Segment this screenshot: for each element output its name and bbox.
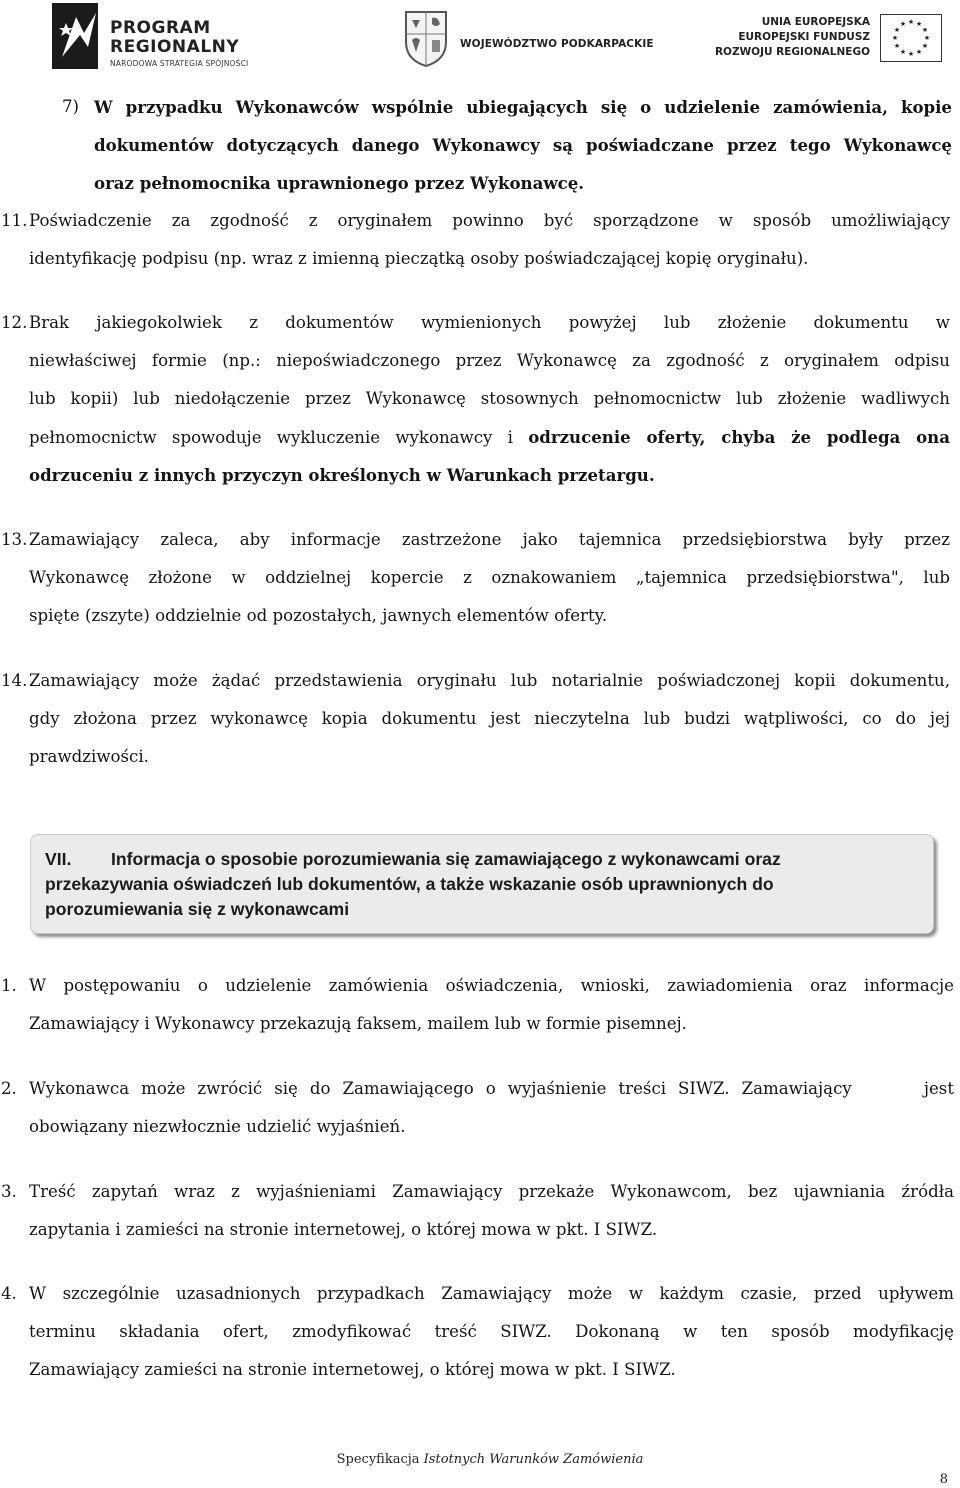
svg-text:★: ★	[907, 50, 915, 58]
item-text: spięte (zszyte) oddzielnie od pozostałych, jawnych elementów oferty.	[29, 606, 608, 625]
program-logo-mark-icon	[52, 3, 106, 69]
program-line3: NARODOWA STRATEGIA SPÓJNOŚCI	[110, 59, 249, 68]
item-text: prawdziwości.	[29, 747, 149, 766]
svg-text:★: ★	[923, 34, 931, 42]
item-text: W postępowaniu o udzielenie zamówienia oświadczenia, wnioski, zawiadomienia oraz informacje	[29, 976, 954, 995]
eu-logo	[712, 14, 952, 66]
item-text: oraz pełnomocnika uprawnionego przez Wykonawcę.	[94, 173, 585, 193]
section-title-line	[45, 847, 915, 872]
section-heading-box	[30, 834, 934, 934]
svg-text:★: ★	[899, 20, 907, 28]
svg-text:★: ★	[899, 48, 907, 56]
item-number: 11.	[1, 211, 28, 230]
page-header	[0, 0, 960, 80]
svg-text:★: ★	[915, 20, 923, 28]
footer-text: Specyfikacja	[336, 1452, 424, 1467]
program-line2: REGIONALNY	[110, 37, 240, 57]
item-number: 2.	[1, 1079, 17, 1098]
item-number: 13.	[1, 530, 28, 549]
item-text: W szczególnie uzasadnionych przypadkach Zamawiający może w każdym czasie, przed upływem	[29, 1284, 954, 1303]
page-footer	[0, 1452, 960, 1467]
section-title	[45, 847, 915, 922]
item-line	[29, 418, 950, 458]
item-number: 4.	[1, 1284, 17, 1303]
item-text: zapytania i zamieści na stronie internetowej, o której mowa w pkt. I SIWZ.	[29, 1220, 658, 1239]
item-text: Wykonawca może zwrócić się do Zamawiającego o wyjaśnienie treści SIWZ. Zamawiający jest	[29, 1079, 954, 1098]
svg-text:★: ★	[891, 34, 899, 42]
svg-text:★: ★	[907, 18, 915, 26]
program-line1: PROGRAM	[110, 18, 211, 38]
svg-text:★: ★	[893, 42, 901, 50]
item-text: Zamawiający zamieści na stronie internetowej, o której mowa w pkt. I SIWZ.	[29, 1360, 676, 1379]
item-text: pełnomocnictw spowoduje wykluczenie wykonawcy i	[29, 428, 529, 447]
section-title-line: przekazywania oświadczeń lub dokumentów, a także wskazanie osób uprawnionych do	[45, 874, 774, 894]
item-number: 12.	[1, 313, 28, 332]
item-number: 1.	[1, 976, 17, 995]
section-number: VII.	[45, 849, 72, 869]
item-line	[94, 164, 952, 204]
section-title-line: porozumiewania się z wykonawcami	[45, 899, 350, 919]
item-text: obowiązany niezwłocznie udzielić wyjaśnień.	[29, 1117, 406, 1136]
item-line	[29, 456, 950, 496]
eu-line2: EUROPEJSKI FUNDUSZ	[738, 31, 870, 43]
item-text: Brak jakiegokolwiek z dokumentów wymienionych powyżej lub złożenie dokumentu w	[29, 313, 950, 332]
item-line	[94, 88, 952, 128]
svg-text:★: ★	[893, 26, 901, 34]
item-text: Zamawiający i Wykonawcy przekazują faksem, mailem lub w formie pisemnej.	[29, 1014, 687, 1033]
section-title-text: Informacja o sposobie porozumiewania się zamawiającego z wykonawcami oraz	[111, 849, 781, 869]
eu-flag-icon	[880, 14, 942, 62]
item-number: 14.	[1, 671, 28, 690]
svg-text:★: ★	[915, 48, 923, 56]
item-number: 7)	[62, 97, 80, 116]
item-number: 3.	[1, 1182, 17, 1201]
footer-text-italic: Istotnych Warunków Zamówienia	[423, 1452, 644, 1467]
item-text: dokumentów dotyczących danego Wykonawcy są poświadczane przez tego Wykonawcę	[94, 135, 952, 155]
item-text: Zamawiający może żądać przedstawienia oryginału lub notarialnie poświadczonej kopii dokumentu,	[29, 671, 950, 690]
coat-of-arms-icon	[402, 8, 450, 68]
item-text: gdy złożona przez wykonawcę kopia dokumentu jest nieczytelna lub budzi wątpliwości, co do jej	[29, 709, 950, 728]
item-text: W przypadku Wykonawców wspólnie ubiegających się o udzielenie zamówienia, kopie	[94, 97, 952, 117]
item-text: terminu składania ofert, zmodyfikować treść SIWZ. Dokonaną w ten sposób modyfikację	[29, 1322, 954, 1341]
svg-text:★: ★	[921, 26, 929, 34]
svg-text:★: ★	[921, 42, 929, 50]
item-text: Poświadczenie za zgodność z oryginałem powinno być sporządzone w sposób umożliwiający	[29, 211, 950, 230]
page-number: 8	[939, 1472, 948, 1487]
voivodeship-logo	[402, 8, 657, 70]
item-text: niewłaściwej formie (np.: niepoświadczonego przez Wykonawcę za zgodność z oryginałem odpisu	[29, 351, 950, 370]
item-text: identyfikację podpisu (np. wraz z imienną pieczątką osoby poświadczającej kopię oryginału).	[29, 249, 809, 268]
item-text: Zamawiający zaleca, aby informacje zastrzeżone jako tajemnica przedsiębiorstwa były przez	[29, 530, 950, 549]
item-text: Wykonawcę złożone w oddzielnej kopercie z oznakowaniem „tajemnica przedsiębiorstwa", lub	[29, 568, 950, 587]
program-regionalny-logo	[52, 3, 274, 71]
item-line	[94, 126, 952, 166]
item-text-bold: odrzuceniu z innych przyczyn określonych w Warunkach przetargu.	[29, 465, 655, 485]
item-text: Treść zapytań wraz z wyjaśnieniami Zamawiający przekaże Wykonawcom, bez ujawniania źródła	[29, 1182, 954, 1201]
item-text: lub kopii) lub niedołączenie przez Wykonawcę stosownych pełnomocnictw lub złożenie wadliwych	[29, 389, 950, 408]
item-text-bold: odrzucenie oferty, chyba że podlega ona	[528, 427, 950, 447]
voivodeship-name: WOJEWÓDZTWO PODKARPACKIE	[460, 38, 654, 50]
eu-line1: UNIA EUROPEJSKA	[761, 16, 870, 28]
eu-line3: ROZWOJU REGIONALNEGO	[714, 46, 870, 58]
